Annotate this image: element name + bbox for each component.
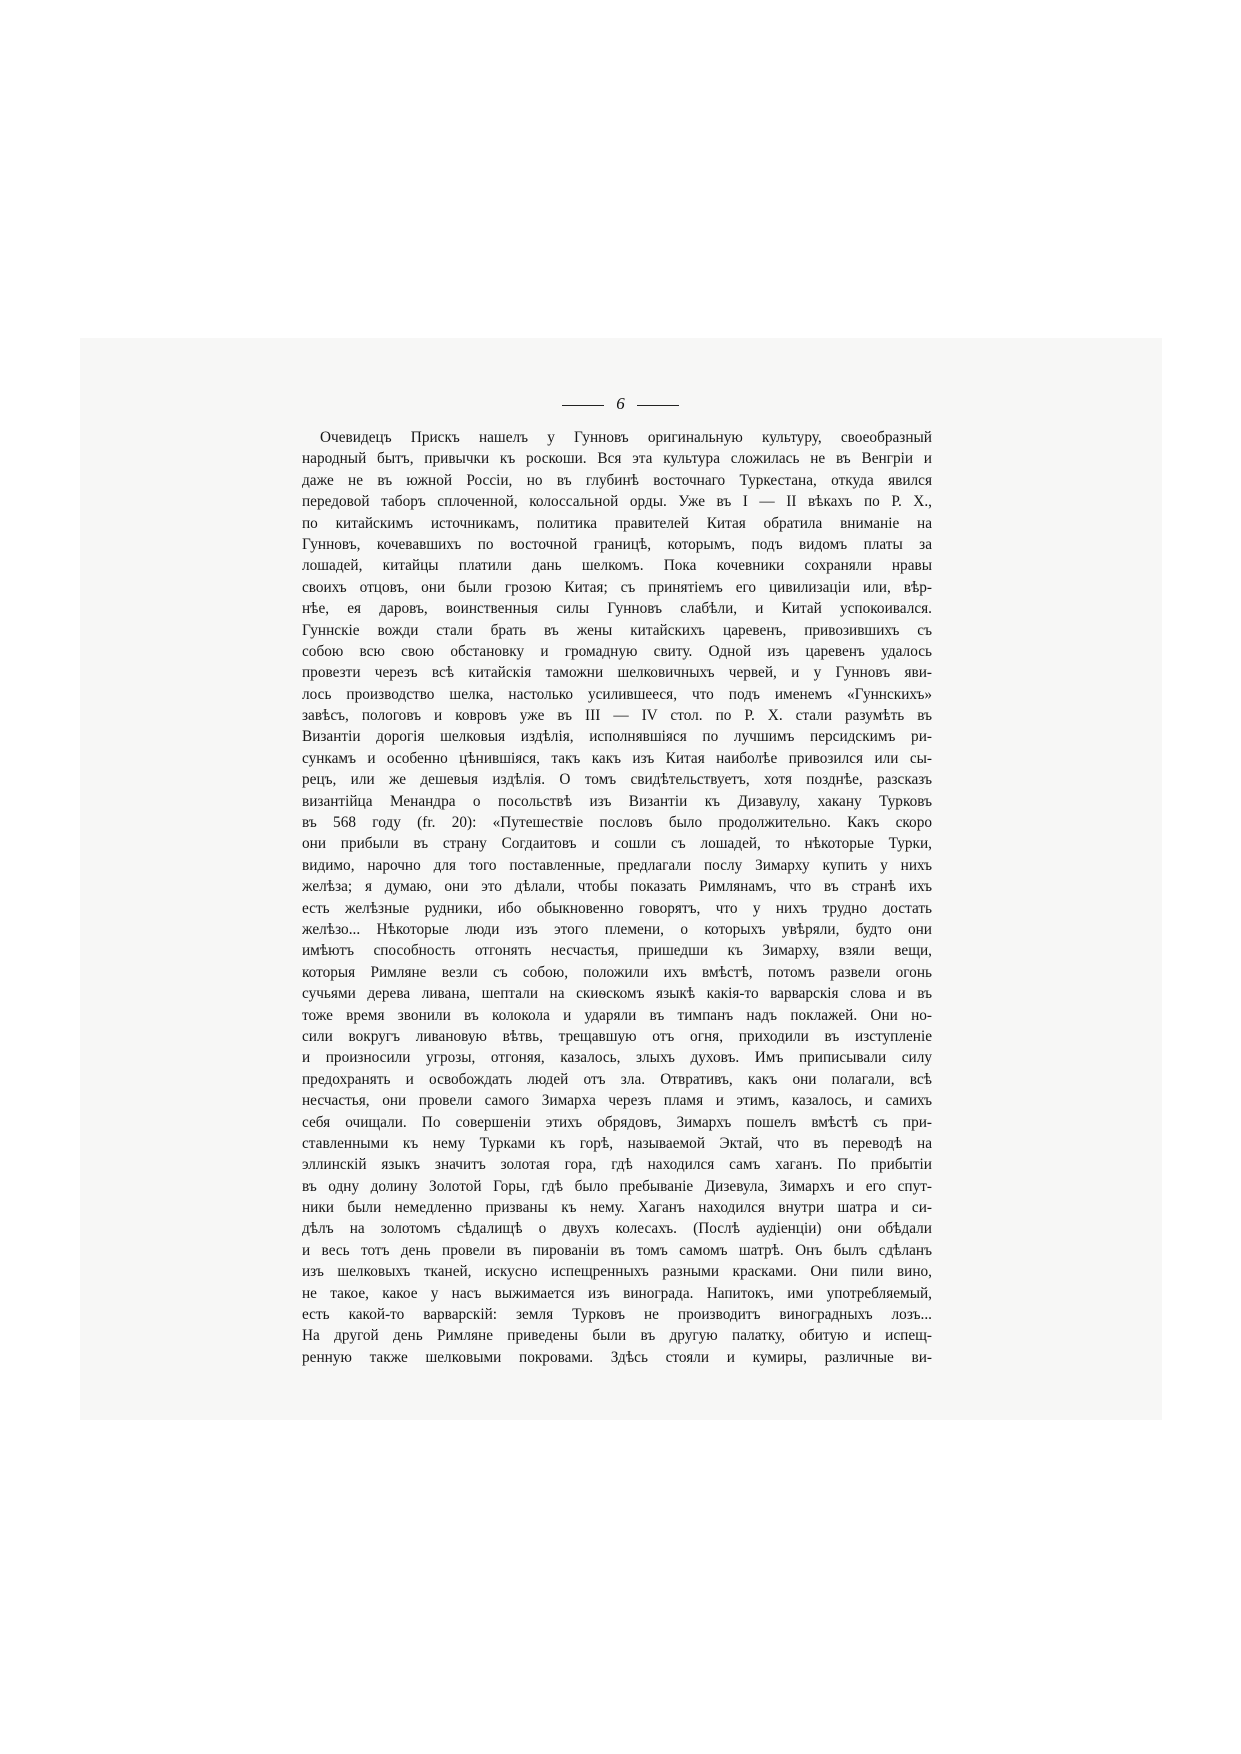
text-line: ренную также шелковыми покровами. Здѣсь стояли и кумиры, различные ви- [302, 1348, 932, 1366]
text-line: Византіи дорогія шелковыя издѣлія, исполнявшіяся по лучшимъ персидскимъ ри- [302, 728, 932, 746]
text-line: Гунновъ, кочевавшихъ по восточной границѣ, которымъ, подъ видомъ платы за [302, 535, 932, 553]
text-line: сучьями дерева ливана, шептали на скиѳскомъ языкѣ какія-то варварскія слова и въ [302, 985, 932, 1003]
text-line: которыя Римляне везли съ собою, положили ихъ вмѣстѣ, потомъ развели огонь [302, 963, 932, 981]
text-line: лось производство шелка, настолько усилившееся, что подъ именемъ «Гуннскихъ» [302, 685, 932, 703]
text-line: есть желѣзные рудники, ибо обыкновенно говорятъ, что у нихъ трудно достать [302, 899, 932, 917]
text-line: ставленными къ нему Турками къ горѣ, называемой Эктай, что въ переводѣ на [302, 1134, 932, 1152]
body-text [302, 427, 932, 1368]
text-line: передовой таборъ сплоченной, колоссальной орды. Уже въ I — II вѣкахъ по Р. X., [302, 493, 932, 511]
right-rule [637, 405, 679, 406]
text-line: не такое, какое у насъ выжимается изъ винограда. Напитокъ, ими употребляемый, [302, 1284, 932, 1302]
text-line: сили вокругъ ливановую вѣтвь, трещавшую отъ огня, приходили въ изступленіе [302, 1027, 932, 1045]
text-line: нѣе, ея даровъ, воинственныя силы Гунновъ слабѣли, и Китай успокоивался. [302, 600, 932, 618]
text-line: имѣютъ способность отгонять несчастья, пришедши къ Зимарху, взяли вещи, [302, 942, 932, 960]
text-line: по китайскимъ источникамъ, политика правителей Китая обратила вниманіе на [302, 514, 932, 532]
text-line: и весь тотъ день провели въ пированіи въ томъ самомъ шатрѣ. Онъ былъ сдѣланъ [302, 1241, 932, 1259]
page-number: 6 [616, 394, 625, 413]
text-line: они прибыли въ страну Согдаитовъ и сошли съ лошадей, то нѣкоторые Турки, [302, 835, 932, 853]
text-line: желѣза; я думаю, они это дѣлали, чтобы показать Римлянамъ, что въ странѣ ихъ [302, 878, 932, 896]
text-line: византійца Менандра о посольствѣ изъ Византіи къ Дизавулу, хакану Турковъ [302, 792, 932, 810]
left-rule [562, 405, 604, 406]
text-line: эллинскій языкъ значитъ золотая гора, гдѣ находился самъ хаганъ. По прибытіи [302, 1156, 932, 1174]
text-line: народный бытъ, привычки къ роскоши. Вся эта культура сложилась не въ Венгріи и [302, 450, 932, 468]
text-line: Гуннскіе вожди стали брать въ жены китайскихъ царевенъ, привозившихъ съ [302, 621, 932, 639]
text-line: видимо, нарочно для того поставленные, предлагали послу Зимарху купить у нихъ [302, 856, 932, 874]
text-line: Очевидецъ Прискъ нашелъ у Гунновъ оригинальную культуру, своеобразный [320, 429, 932, 446]
text-line: несчастья, они провели самого Зимарха черезъ пламя и этимъ, казалось, и самихъ [302, 1092, 932, 1110]
text-line: собою всю свою обстановку и громадную свиту. Одной изъ царевенъ удалось [302, 642, 932, 660]
text-line: себя очищали. По совершеніи этихъ обрядовъ, Зимархъ пошелъ вмѣстѣ съ при- [302, 1113, 932, 1131]
text-line: предохранять и освобождать людей отъ зла. Отвративъ, какъ они полагали, всѣ [302, 1070, 932, 1088]
text-line: рецъ, или же дешевыя издѣлія. О томъ свидѣтельствуетъ, хотя позднѣе, разсказъ [302, 771, 932, 789]
text-line: тоже время звонили въ колокола и ударяли въ тимпанъ надъ поклажей. Они но- [302, 1006, 932, 1024]
text-line: ники были немедленно призваны къ нему. Хаганъ находился внутри шатра и си- [302, 1199, 932, 1217]
text-line: есть какой-то варварскій: земля Турковъ не производитъ виноградныхъ лозъ... [302, 1306, 932, 1324]
text-line: даже не въ южной Россіи, но въ глубинѣ восточнаго Туркестана, откуда явился [302, 471, 932, 489]
text-line: лошадей, китайцы платили дань шелкомъ. Пока кочевники сохраняли нравы [302, 557, 932, 575]
text-line: въ 568 году (fr. 20): «Путешествіе пословъ было продолжительно. Какъ скоро [302, 814, 932, 832]
text-line: На другой день Римляне приведены были въ другую палатку, обитую и испещ- [302, 1327, 932, 1345]
text-line: завѣсъ, пологовъ и ковровъ уже въ III — IV стол. по Р. X. стали разумѣть въ [302, 707, 932, 725]
text-line: желѣзо... Нѣкоторые люди изъ этого племени, о которыхъ увѣряли, будто они [302, 920, 932, 938]
page-number-header [0, 394, 1241, 414]
text-line: провезти черезъ всѣ китайскія таможни шелковичныхъ червей, и у Гунновъ яви- [302, 664, 932, 682]
text-line: изъ шелковыхъ тканей, искусно испещренныхъ разными красками. Они пили вино, [302, 1263, 932, 1281]
text-line: дѣлъ на золотомъ сѣдалищѣ о двухъ колесахъ. (Послѣ аудіенціи) они обѣдали [302, 1220, 932, 1238]
text-line: сункамъ и особенно цѣнившіяся, такъ какъ изъ Китая наиболѣе привозился или сы- [302, 749, 932, 767]
text-line: и произносили угрозы, отгоняя, казалось, злыхъ духовъ. Имъ приписывали силу [302, 1049, 932, 1067]
text-line: въ одну долину Золотой Горы, гдѣ было пребываніе Дизевула, Зимархъ и его спут- [302, 1177, 932, 1195]
text-line: своихъ отцовъ, они были грозою Китая; съ принятіемъ его цивилизаціи или, вѣр- [302, 578, 932, 596]
